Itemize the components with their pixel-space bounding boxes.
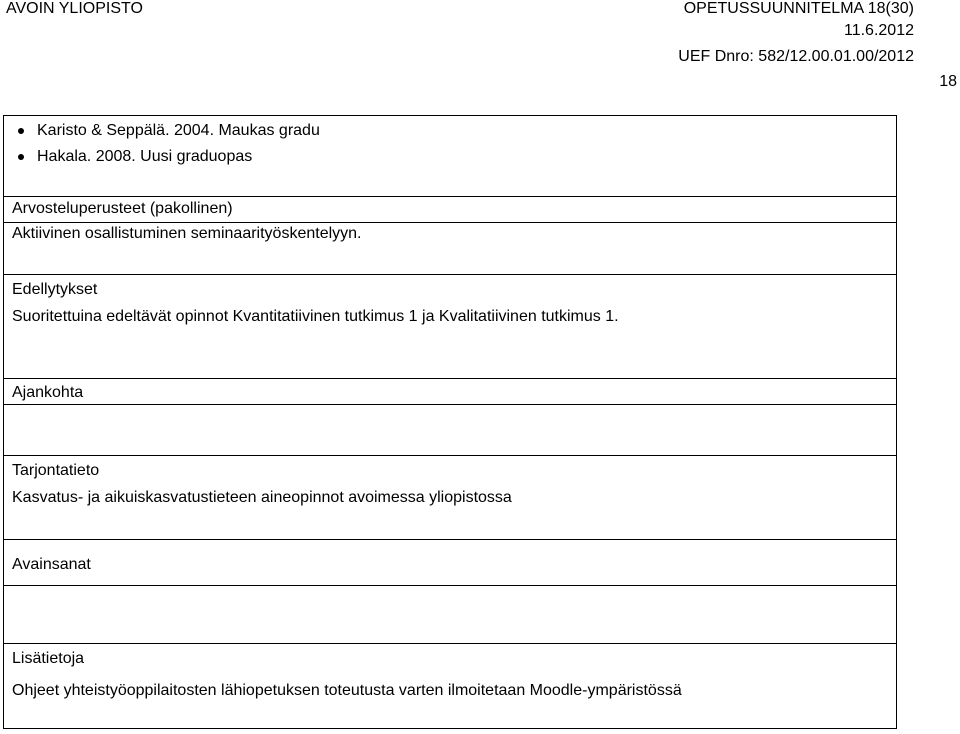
offering-text: Kasvatus- ja aikuiskasvatustieteen aineopinnot avoimessa yliopistossa — [12, 489, 512, 506]
timing-heading-row — [4, 379, 896, 405]
assessment-text: Aktiivinen osallistuminen seminaarityöskentelyyn. — [12, 225, 362, 242]
prerequisites-heading: Edellytykset — [12, 281, 98, 298]
literature-item: Karisto & Seppälä. 2004. Maukas gradu — [37, 122, 320, 139]
header-date: 11.6.2012 — [844, 22, 914, 39]
timing-heading: Ajankohta — [12, 384, 84, 401]
bullet-icon — [18, 128, 24, 134]
header-organization: AVOIN YLIOPISTO — [6, 0, 143, 17]
header-document-number: UEF Dnro: 582/12.00.01.00/2012 — [678, 48, 914, 65]
keywords-heading: Avainsanat — [12, 556, 91, 573]
header-title: OPETUSSUUNNITELMA 18(30) — [683, 0, 914, 17]
keywords-heading-row — [4, 540, 896, 586]
assessment-heading-row — [4, 197, 896, 223]
assessment-heading: Arvosteluperusteet (pakollinen) — [12, 200, 233, 217]
page-number: 18 — [939, 73, 957, 90]
literature-row — [4, 116, 896, 197]
timing-value-row — [4, 405, 896, 456]
assessment-text-row — [4, 223, 896, 275]
keywords-value-row — [4, 586, 896, 644]
course-info-table — [3, 115, 897, 729]
prerequisites-text: Suoritettuina edeltävät opinnot Kvantitatiivinen tutkimus 1 ja Kvalitatiivinen tutkimus 1. — [12, 308, 619, 325]
additional-info-text: Ohjeet yhteistyöoppilaitosten lähiopetuksen toteutusta varten ilmoitetaan Moodle-ympäristössä — [12, 682, 682, 699]
offering-row — [4, 456, 896, 540]
prerequisites-row — [4, 275, 896, 379]
additional-info-heading: Lisätietoja — [12, 650, 85, 667]
offering-heading: Tarjontatieto — [12, 462, 100, 479]
bullet-icon — [18, 154, 24, 160]
literature-item: Hakala. 2008. Uusi graduopas — [37, 148, 253, 165]
additional-info-row — [4, 644, 896, 728]
